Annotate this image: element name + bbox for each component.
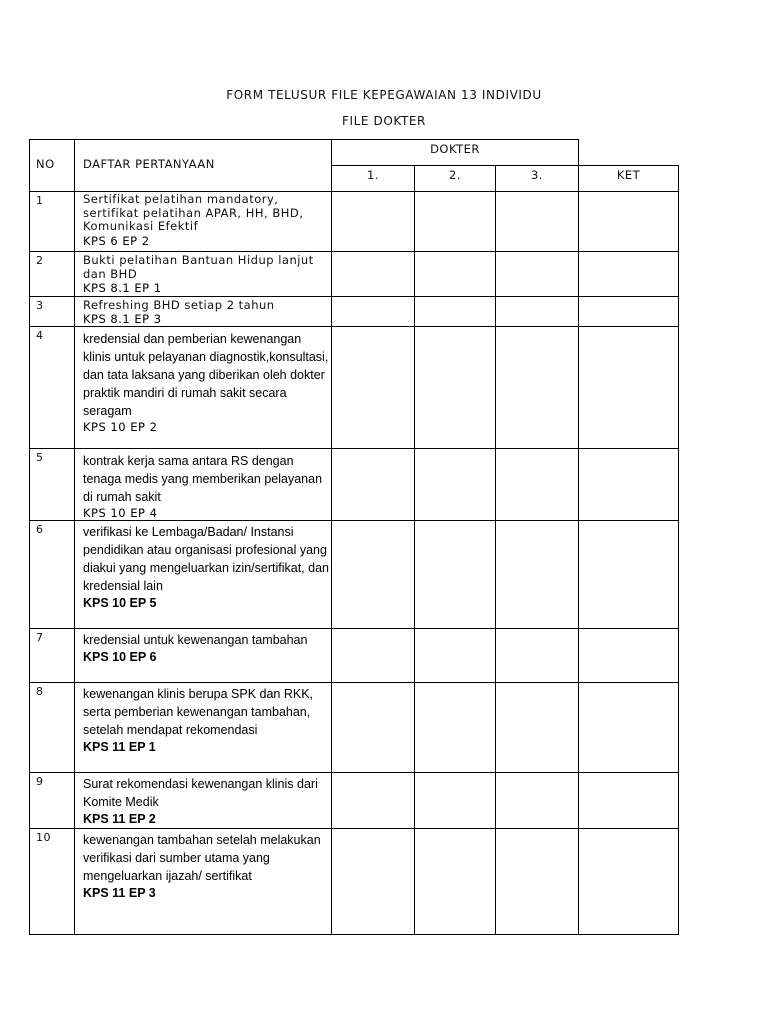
question-cell [75, 629, 332, 683]
table-row [30, 327, 679, 449]
dokter-3-cell[interactable] [496, 297, 579, 327]
question-cell [75, 327, 332, 449]
ket-cell[interactable] [579, 773, 679, 829]
table-row [30, 629, 679, 683]
dokter-1-cell[interactable] [332, 252, 415, 297]
dokter-2-cell[interactable] [415, 683, 496, 773]
header-dokter-1: 1. [332, 166, 415, 192]
question-code: KPS 10 EP 4 [83, 506, 158, 520]
ket-cell[interactable] [579, 629, 679, 683]
question-code: KPS 11 EP 3 [83, 886, 156, 900]
dokter-1-cell[interactable] [332, 521, 415, 629]
row-number: 7 [30, 629, 75, 683]
question-code: KPS 10 EP 6 [83, 650, 157, 664]
question-text: kewenangan tambahan setelah melakukan verifikasi dari sumber utama yang mengeluarkan ijazah/ sertifikat [83, 833, 321, 883]
question-text: verifikasi ke Lembaga/Badan/ Instansi pendidikan atau organisasi profesional yang diakui yang mengeluarkan izin/sertifikat, dan kredensial lain [83, 525, 329, 593]
row-number: 5 [30, 449, 75, 521]
dokter-2-cell[interactable] [415, 297, 496, 327]
dokter-2-cell[interactable] [415, 773, 496, 829]
row-number: 4 [30, 327, 75, 449]
dokter-1-cell[interactable] [332, 629, 415, 683]
ket-cell[interactable] [579, 327, 679, 449]
dokter-3-cell[interactable] [496, 449, 579, 521]
dokter-3-cell[interactable] [496, 683, 579, 773]
question-cell [75, 773, 332, 829]
row-number: 2 [30, 252, 75, 297]
question-code: KPS 11 EP 2 [83, 812, 156, 826]
dokter-2-cell[interactable] [415, 252, 496, 297]
checklist-table [29, 139, 679, 935]
question-cell [75, 683, 332, 773]
row-number: 6 [30, 521, 75, 629]
dokter-1-cell[interactable] [332, 829, 415, 935]
table-row [30, 449, 679, 521]
dokter-2-cell[interactable] [415, 192, 496, 252]
table-row [30, 521, 679, 629]
question-text: Bukti pelatihan Bantuan Hidup lanjut dan BHD [83, 253, 314, 281]
form-title: FORM TELUSUR FILE KEPEGAWAIAN 13 INDIVIDU [226, 88, 542, 102]
dokter-2-cell[interactable] [415, 449, 496, 521]
question-text: kontrak kerja sama antara RS dengan tenaga medis yang memberikan pelayanan di rumah sakit [83, 454, 323, 504]
header-dokter: DOKTER [332, 140, 579, 166]
dokter-3-cell[interactable] [496, 192, 579, 252]
header-dokter-3: 3. [496, 166, 579, 192]
dokter-3-cell[interactable] [496, 829, 579, 935]
dokter-2-cell[interactable] [415, 327, 496, 449]
table-row [30, 192, 679, 252]
dokter-2-cell[interactable] [415, 521, 496, 629]
question-text: Sertifikat pelatihan mandatory, sertifikat pelatihan APAR, HH, BHD, Komunikasi Efektif [83, 192, 304, 233]
question-code: KPS 11 EP 1 [83, 740, 156, 754]
row-number: 9 [30, 773, 75, 829]
question-text: kewenangan klinis berupa SPK dan RKK, serta pemberian kewenangan tambahan, setelah mendapat rekomendasi [83, 687, 314, 737]
table-row [30, 683, 679, 773]
question-text: Surat rekomendasi kewenangan klinis dari Komite Medik [83, 777, 318, 809]
dokter-1-cell[interactable] [332, 297, 415, 327]
dokter-1-cell[interactable] [332, 773, 415, 829]
dokter-3-cell[interactable] [496, 521, 579, 629]
row-number: 8 [30, 683, 75, 773]
dokter-2-cell[interactable] [415, 829, 496, 935]
table-row [30, 297, 679, 327]
question-cell [75, 297, 332, 327]
question-cell [75, 521, 332, 629]
header-no: NO [30, 140, 75, 192]
ket-cell[interactable] [579, 521, 679, 629]
dokter-1-cell[interactable] [332, 327, 415, 449]
form-subtitle: FILE DOKTER [342, 114, 426, 128]
dokter-3-cell[interactable] [496, 629, 579, 683]
question-code: KPS 8.1 EP 3 [83, 312, 162, 326]
question-code: KPS 6 EP 2 [83, 233, 150, 248]
question-text: Refreshing BHD setiap 2 tahun [83, 298, 275, 312]
question-cell [75, 829, 332, 935]
header-ket: KET [579, 166, 679, 192]
ket-cell[interactable] [579, 252, 679, 297]
table-row [30, 829, 679, 935]
dokter-1-cell[interactable] [332, 449, 415, 521]
question-text: kredensial dan pemberian kewenangan klinis untuk pelayanan diagnostik,konsultasi, dan tata laksana yang diberikan oleh dokter praktik mandiri di rumah sakit secara seragam [83, 332, 329, 418]
question-code: KPS 10 EP 5 [83, 596, 157, 610]
dokter-3-cell[interactable] [496, 327, 579, 449]
ket-cell[interactable] [579, 683, 679, 773]
dokter-2-cell[interactable] [415, 629, 496, 683]
dokter-3-cell[interactable] [496, 773, 579, 829]
question-code: KPS 8.1 EP 1 [83, 281, 162, 295]
table-row [30, 773, 679, 829]
header-dokter-2: 2. [415, 166, 496, 192]
row-number: 10 [30, 829, 75, 935]
question-cell [75, 192, 332, 252]
ket-cell[interactable] [579, 297, 679, 327]
ket-cell[interactable] [579, 829, 679, 935]
empty-corner [579, 140, 679, 166]
ket-cell[interactable] [579, 449, 679, 521]
dokter-3-cell[interactable] [496, 252, 579, 297]
question-text: kredensial untuk kewenangan tambahan [83, 633, 308, 647]
question-code: KPS 10 EP 2 [83, 420, 158, 434]
question-cell [75, 449, 332, 521]
question-cell [75, 252, 332, 297]
header-question: DAFTAR PERTANYAAN [75, 140, 332, 192]
ket-cell[interactable] [579, 192, 679, 252]
dokter-1-cell[interactable] [332, 192, 415, 252]
row-number: 1 [30, 192, 75, 252]
dokter-1-cell[interactable] [332, 683, 415, 773]
table-row [30, 252, 679, 297]
row-number: 3 [30, 297, 75, 327]
